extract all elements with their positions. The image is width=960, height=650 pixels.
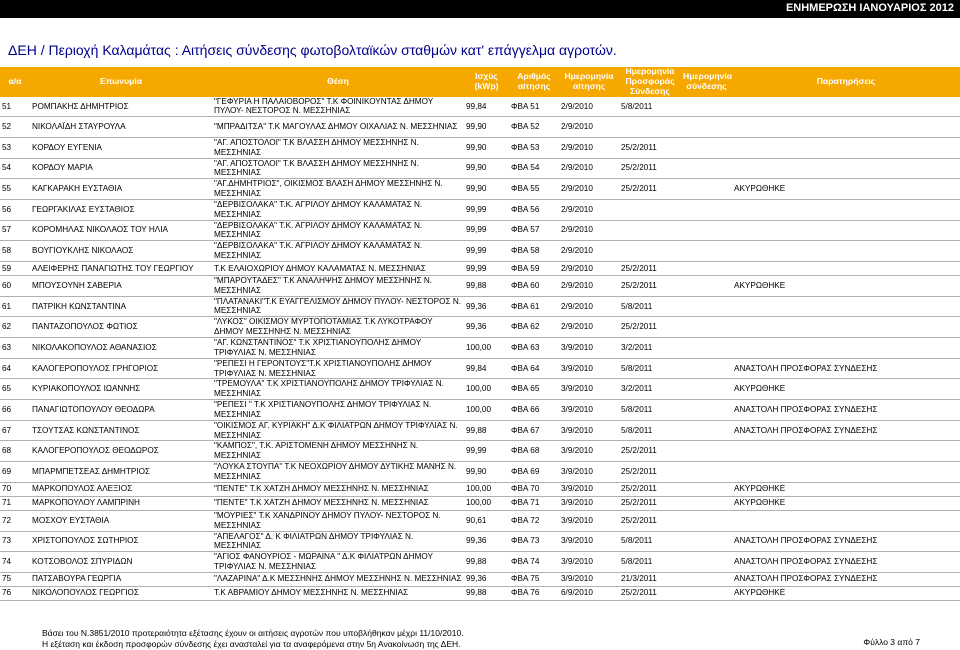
cell-conn-date bbox=[681, 117, 732, 138]
cell-aa: 63 bbox=[2, 342, 12, 352]
col-conn-date[interactable]: Ημερομηνία σύνδεσης bbox=[681, 67, 732, 97]
cell-app-date: 3/9/2010 bbox=[561, 467, 593, 477]
cell-name: ΒΟΥΓΙΟΥΚΛΗΣ ΝΙΚΟΛΑΟΣ bbox=[32, 246, 134, 256]
table-row[interactable] bbox=[0, 117, 960, 138]
cell-app-date: 2/9/2010 bbox=[561, 142, 593, 152]
cell-app-no: ΦΒΑ 58 bbox=[511, 246, 540, 256]
cell-location: "ΟΙΚΙΣΜΟΣ ΑΓ. ΚΥΡΙΑΚΗ" Δ.Κ ΦΙΛΙΑΤΡΩΝ ΔΗΜΟΥ ΤΡΙΦΥΛΙΑΣ Ν. ΜΕΣΣΗΝΙΑΣ bbox=[214, 420, 458, 440]
top-banner bbox=[0, 0, 960, 18]
table-row[interactable] bbox=[0, 552, 960, 573]
cell-aa: 55 bbox=[2, 184, 12, 194]
col-notes[interactable]: Παρατηρήσεις bbox=[732, 67, 960, 97]
cell-name: ΜΠΟΥΣΟΥΝΗ ΣΑΒΕΡΙΑ bbox=[32, 280, 122, 290]
cell-app-date: 3/9/2010 bbox=[561, 425, 593, 435]
table-row[interactable] bbox=[0, 441, 960, 462]
cell-name: ΚΟΡΔΟΥ ΜΑΡΙΑ bbox=[32, 163, 93, 173]
cell-conn-date bbox=[681, 420, 732, 441]
footer-note-2: Η εξέταση και έκδοση προσφορών σύνδεσης έχει ανασταλεί για τα αναφερόμενα στην 5η Ανακοίνωση της ΔΕΗ. bbox=[42, 639, 461, 649]
cell-app-date: 3/9/2010 bbox=[561, 446, 593, 456]
cell-app-date: 2/9/2010 bbox=[561, 101, 593, 111]
cell-power: 100,00 bbox=[466, 484, 492, 494]
cell-offer-date: 25/2/2011 bbox=[621, 515, 657, 525]
cell-power: 99,99 bbox=[466, 446, 487, 456]
cell-power: 99,36 bbox=[466, 322, 487, 332]
cell-conn-date bbox=[681, 496, 732, 510]
cell-notes: ΑΝΑΣΤΟΛΗ ΠΡΟΣΦΟΡΑΣ ΣΥΝΔΕΣΗΣ bbox=[734, 404, 878, 414]
table-row[interactable] bbox=[0, 179, 960, 200]
cell-app-no: ΦΒΑ 54 bbox=[511, 163, 540, 173]
cell-conn-date bbox=[681, 358, 732, 379]
cell-offer-date bbox=[619, 117, 681, 138]
table-header-row bbox=[0, 67, 960, 97]
cell-app-no: ΦΒΑ 63 bbox=[511, 342, 540, 352]
cell-app-date: 2/9/2010 bbox=[561, 322, 593, 332]
cell-aa: 53 bbox=[2, 142, 12, 152]
cell-aa: 75 bbox=[2, 574, 12, 584]
cell-notes: ΑΝΑΣΤΟΛΗ ΠΡΟΣΦΟΡΑΣ ΣΥΝΔΕΣΗΣ bbox=[734, 557, 878, 567]
table-row[interactable] bbox=[0, 137, 960, 158]
cell-app-date: 3/9/2010 bbox=[561, 404, 593, 414]
table-row[interactable] bbox=[0, 586, 960, 600]
cell-offer-date: 25/2/2011 bbox=[621, 263, 657, 273]
cell-conn-date bbox=[681, 275, 732, 296]
cell-name: ΠΑΝΤΑΖΟΠΟΥΛΟΣ ΦΩΤΙΟΣ bbox=[32, 322, 138, 332]
cell-location: Τ.Κ ΕΛΑΙΟΧΩΡΙΟΥ ΔΗΜΟΥ ΚΑΛΑΜΑΤΑΣ Ν. ΜΕΣΣΗΝΙΑΣ bbox=[214, 263, 426, 273]
cell-location: "ΛΑΖΑΡΙΝΑ" Δ.Κ ΜΕΣΣΗΝΗΣ ΔΗΜΟΥ ΜΕΣΣΗΝΗΣ Ν. ΜΕΣΣΗΝΙΑΣ bbox=[214, 574, 462, 584]
cell-app-no: ΦΒΑ 75 bbox=[511, 574, 540, 584]
table-row[interactable] bbox=[0, 338, 960, 359]
cell-app-date: 3/9/2010 bbox=[561, 363, 593, 373]
page-number: Φύλλο 3 από 7 bbox=[863, 637, 920, 647]
cell-location: "ΑΓ. ΚΩΝΣΤΑΝΤΙΝΟΣ" Τ.Κ ΧΡΙΣΤΙΑΝΟΥΠΟΛΗΣ ΔΗΜΟΥ ΤΡΙΦΥΛΙΑΣ Ν. ΜΕΣΣΗΝΙΑΣ bbox=[214, 338, 422, 357]
col-app-date[interactable]: Ημερομηνία αίτησης bbox=[559, 67, 619, 97]
cell-name: ΚΟΤΣΟΒΟΛΟΣ ΣΠΥΡΙΔΩΝ bbox=[32, 557, 133, 567]
cell-power: 100,00 bbox=[466, 404, 492, 414]
page-title: ΔΕΗ / Περιοχή Καλαμάτας : Αιτήσεις σύνδεσης φωτοβολταϊκών σταθμών κατ' επάγγελμα αγροτών. bbox=[8, 42, 617, 58]
col-location[interactable]: Θέση bbox=[212, 67, 464, 97]
cell-app-date: 3/9/2010 bbox=[561, 498, 593, 508]
cell-name: ΚΥΡΙΑΚΟΠΟΥΛΟΣ ΙΩΑΝΝΗΣ bbox=[32, 384, 141, 394]
cell-notes bbox=[732, 137, 960, 158]
cell-app-no: ΦΒΑ 74 bbox=[511, 557, 540, 567]
cell-conn-date bbox=[681, 441, 732, 462]
cell-power: 99,88 bbox=[466, 280, 487, 290]
cell-notes: ΑΝΑΣΤΟΛΗ ΠΡΟΣΦΟΡΑΣ ΣΥΝΔΕΣΗΣ bbox=[734, 574, 878, 584]
cell-app-no: ΦΒΑ 70 bbox=[511, 484, 540, 494]
cell-aa: 71 bbox=[2, 498, 12, 508]
cell-name: ΚΑΓΚΑΡΑΚΗ ΕΥΣΤΑΘΙΑ bbox=[32, 184, 123, 194]
cell-app-no: ΦΒΑ 65 bbox=[511, 384, 540, 394]
cell-power: 99,84 bbox=[466, 101, 487, 111]
cell-power: 99,99 bbox=[466, 246, 487, 256]
cell-app-date: 3/9/2010 bbox=[561, 574, 593, 584]
cell-power: 99,88 bbox=[466, 425, 487, 435]
cell-offer-date: 25/2/2011 bbox=[621, 322, 657, 332]
cell-location: "ΠΛΑΤΑΝΑΚΙ"Τ.Κ ΕΥΑΓΓΕΛΙΣΜΟΥ ΔΗΜΟΥ ΠΥΛΟΥ- ΝΕΣΤΟΡΟΣ Ν. ΜΕΣΣΗΝΙΑΣ bbox=[214, 296, 462, 316]
cell-power: 100,00 bbox=[466, 342, 492, 352]
cell-app-no: ΦΒΑ 52 bbox=[511, 122, 540, 132]
title-bar bbox=[0, 33, 960, 67]
update-label: ΕΝΗΜΕΡΩΣΗ ΙΑΝΟΥΑΡΙΟΣ 2012 bbox=[785, 2, 954, 14]
cell-name: ΑΛΕΙΦΕΡΗΣ ΠΑΝΑΓΙΩΤΗΣ ΤΟΥ ΓΕΩΡΓΙΟΥ bbox=[32, 263, 194, 273]
cell-aa: 57 bbox=[2, 225, 12, 235]
cell-location: "ΑΓ. ΑΠΟΣΤΟΛΟΙ" Τ.Κ ΒΛΑΣΣΗ ΔΗΜΟΥ ΜΕΣΣΗΝΗΣ Ν. ΜΕΣΣΗΝΙΑΣ bbox=[214, 137, 419, 157]
cell-location: "ΓΕΦΥΡΙΑ Η ΠΑΛΑΙΟΒΟΡΟΣ" Τ.Κ ΦΟΙΝΙΚΟΥΝΤΑΣ ΔΗΜΟΥ ΠΥΛΟΥ- ΝΕΣΤΟΡΟΣ Ν. ΜΕΣΣΗΝΙΑΣ bbox=[214, 96, 434, 116]
col-power[interactable]: Ισχύς (kWp) bbox=[464, 67, 509, 97]
cell-power: 99,90 bbox=[466, 467, 487, 477]
cell-conn-date bbox=[681, 137, 732, 158]
cell-app-date: 3/9/2010 bbox=[561, 484, 593, 494]
cell-name: ΝΙΚΟΛΑΚΟΠΟΥΛΟΣ ΑΘΑΝΑΣΙΟΣ bbox=[32, 342, 157, 352]
cell-name: ΚΑΛΟΓΕΡΟΠΟΥΛΟΣ ΘΕΟΔΩΡΟΣ bbox=[32, 446, 159, 456]
cell-app-date: 2/9/2010 bbox=[561, 122, 593, 132]
cell-app-date: 2/9/2010 bbox=[561, 263, 593, 273]
cell-name: ΧΡΙΣΤΟΠΟΥΛΟΣ ΣΩΤΗΡΙΟΣ bbox=[32, 536, 139, 546]
cell-offer-date: 21/3/2011 bbox=[621, 574, 657, 584]
cell-power: 90,61 bbox=[466, 515, 487, 525]
cell-offer-date: 25/2/2011 bbox=[621, 588, 657, 598]
cell-location: "ΠΕΝΤΕ" Τ.Κ ΧΑΤΖΗ ΔΗΜΟΥ ΜΕΣΣΗΝΗΣ Ν. ΜΕΣΣΗΝΙΑΣ bbox=[214, 498, 429, 508]
cell-offer-date: 5/8/2011 bbox=[621, 101, 653, 111]
cell-location: "ΑΓ.ΔΗΜΗΤΡΙΟΣ", ΟΙΚΙΣΜΟΣ ΒΛΑΣΗ ΔΗΜΟΥ ΜΕΣΣΗΝΗΣ Ν. ΜΕΣΣΗΝΙΑΣ bbox=[214, 179, 443, 199]
cell-app-no: ΦΒΑ 57 bbox=[511, 225, 540, 235]
cell-name: ΜΟΣΧΟΥ ΕΥΣΤΑΘΙΑ bbox=[32, 515, 110, 525]
table-row[interactable] bbox=[0, 199, 960, 220]
cell-conn-date bbox=[681, 482, 732, 496]
table-row[interactable] bbox=[0, 275, 960, 296]
cell-offer-date: 5/8/2011 bbox=[621, 301, 653, 311]
cell-notes: ΑΝΑΣΤΟΛΗ ΠΡΟΣΦΟΡΑΣ ΣΥΝΔΕΣΗΣ bbox=[734, 363, 878, 373]
cell-notes bbox=[732, 462, 960, 483]
cell-aa: 70 bbox=[2, 484, 12, 494]
cell-name: ΓΕΩΡΓΑΚΙΛΑΣ ΕΥΣΤΑΘΙΟΣ bbox=[32, 204, 135, 214]
table-row[interactable] bbox=[0, 531, 960, 552]
cell-name: ΠΑΤΡΙΚΗ ΚΩΝΣΤΑΝΤΙΝΑ bbox=[32, 301, 127, 311]
cell-offer-date: 25/2/2011 bbox=[621, 142, 657, 152]
cell-power: 99,36 bbox=[466, 301, 487, 311]
cell-conn-date bbox=[681, 261, 732, 275]
cell-aa: 54 bbox=[2, 163, 12, 173]
cell-location: "ΜΠΡΑΔΙΤΣΑ" Τ.Κ ΜΑΓΟΥΛΑΣ ΔΗΜΟΥ ΟΙΧΑΛΙΑΣ Ν. ΜΕΣΣΗΝΙΑΣ bbox=[214, 122, 458, 132]
table-row[interactable] bbox=[0, 261, 960, 275]
cell-app-no: ΦΒΑ 73 bbox=[511, 536, 540, 546]
cell-location: "ΛΟΥΚΑ ΣΤΟΥΠΑ" Τ.Κ ΝΕΟΧΩΡΙΟΥ ΔΗΜΟΥ ΔΥΤΙΚΗΣ ΜΑΝΗΣ Ν. ΜΕΣΣΗΝΙΑΣ bbox=[214, 462, 457, 481]
cell-location: "ΔΕΡΒΙΣΟΛΑΚΑ" Τ.Κ. ΑΓΡΙΛΟΥ ΔΗΜΟΥ ΚΑΛΑΜΑΤΑΣ Ν. ΜΕΣΣΗΝΙΑΣ bbox=[214, 220, 423, 240]
cell-power: 99,88 bbox=[466, 557, 487, 567]
cell-notes bbox=[732, 441, 960, 462]
cell-notes bbox=[732, 158, 960, 179]
cell-offer-date: 25/2/2011 bbox=[621, 498, 657, 508]
cell-conn-date bbox=[681, 400, 732, 421]
cell-name: ΜΑΡΚΟΠΟΥΛΟΥ ΛΑΜΠΡΙΝΗ bbox=[32, 498, 140, 508]
cell-app-date: 3/9/2010 bbox=[561, 515, 593, 525]
cell-app-no: ΦΒΑ 69 bbox=[511, 467, 540, 477]
cell-app-date: 2/9/2010 bbox=[561, 163, 593, 173]
col-aa[interactable]: α/α bbox=[0, 67, 30, 97]
cell-notes: ΑΝΑΣΤΟΛΗ ΠΡΟΣΦΟΡΑΣ ΣΥΝΔΕΣΗΣ bbox=[734, 425, 878, 435]
cell-location: "ΔΕΡΒΙΣΟΛΑΚΑ" Τ.Κ. ΑΓΡΙΛΟΥ ΔΗΜΟΥ ΚΑΛΑΜΑΤΑΣ Ν. ΜΕΣΣΗΝΙΑΣ bbox=[214, 241, 423, 261]
cell-power: 100,00 bbox=[466, 498, 492, 508]
table-row[interactable] bbox=[0, 400, 960, 421]
cell-location: "ΛΥΚΟΣ" ΟΙΚΙΣΜΟΥ ΜΥΡΤΟΠΟΤΑΜΙΑΣ Τ.Κ ΛΥΚΟΤΡΑΦΟΥ ΔΗΜΟΥ ΜΕΣΣΗΝΗΣ Ν. ΜΕΣΣΗΝΙΑΣ bbox=[214, 317, 433, 337]
cell-notes: ΑΚΥΡΩΘΗΚΕ bbox=[734, 184, 786, 194]
cell-notes bbox=[732, 117, 960, 138]
cell-power: 100,00 bbox=[466, 384, 492, 394]
cell-app-no: ΦΒΑ 76 bbox=[511, 588, 540, 598]
cell-aa: 74 bbox=[2, 557, 12, 567]
cell-location: "ΑΓΙΟΣ ΦΑΝΟΥΡΙΟΣ - ΜΩΡΑΙΝΑ " Δ.Κ ΦΙΛΙΑΤΡΩΝ ΔΗΜΟΥ ΤΡΙΦΥΛΙΑΣ Ν. ΜΕΣΣΗΝΙΑΣ bbox=[214, 552, 433, 572]
cell-notes bbox=[732, 199, 960, 220]
table-row[interactable] bbox=[0, 158, 960, 179]
cell-notes: ΑΚΥΡΩΘΗΚΕ bbox=[734, 384, 786, 394]
cell-conn-date bbox=[681, 199, 732, 220]
footer bbox=[0, 628, 960, 650]
cell-power: 99,36 bbox=[466, 574, 487, 584]
cell-notes bbox=[732, 241, 960, 262]
cell-notes bbox=[732, 97, 960, 117]
cell-name: ΠΑΤΣΑΒΟΥΡΑ ΓΕΩΡΓΙΑ bbox=[32, 574, 122, 584]
cell-location: "ΡΕΠΕΣΙ Η ΓΕΡΟΝΤΟΥΣ"Τ.Κ ΧΡΙΣΤΙΑΝΟΥΠΟΛΗΣ ΔΗΜΟΥ ΤΡΙΦΥΛΙΑΣ Ν. ΜΕΣΣΗΝΙΑΣ bbox=[214, 358, 432, 378]
cell-power: 99,90 bbox=[466, 142, 487, 152]
cell-offer-date: 5/8/2011 bbox=[621, 536, 653, 546]
cell-conn-date bbox=[681, 296, 732, 317]
cell-app-no: ΦΒΑ 61 bbox=[511, 301, 540, 311]
cell-power: 99,90 bbox=[466, 122, 487, 132]
cell-aa: 65 bbox=[2, 384, 12, 394]
cell-app-no: ΦΒΑ 68 bbox=[511, 446, 540, 456]
cell-aa: 51 bbox=[2, 101, 12, 111]
cell-app-no: ΦΒΑ 62 bbox=[511, 322, 540, 332]
cell-offer-date: 25/2/2011 bbox=[621, 280, 657, 290]
cell-name: ΤΣΟΥΤΣΑΣ ΚΩΝΣΤΑΝΤΙΝΟΣ bbox=[32, 425, 140, 435]
cell-power: 99,36 bbox=[466, 536, 487, 546]
cell-location: "ΚΑΜΠΟΣ", Τ.Κ. ΑΡΙΣΤΟΜΕΝΗ ΔΗΜΟΥ ΜΕΣΣΗΝΗΣ Ν. ΜΕΣΣΗΝΙΑΣ bbox=[214, 441, 419, 461]
cell-power: 99,99 bbox=[466, 263, 487, 273]
cell-conn-date bbox=[681, 97, 732, 117]
cell-offer-date bbox=[619, 199, 681, 220]
cell-name: ΜΠΑΡΜΠΕΤΣΕΑΣ ΔΗΜΗΤΡΙΟΣ bbox=[32, 467, 150, 477]
cell-conn-date bbox=[681, 572, 732, 586]
cell-notes: ΑΚΥΡΩΘΗΚΕ bbox=[734, 280, 786, 290]
table-row[interactable] bbox=[0, 379, 960, 400]
cell-conn-date bbox=[681, 586, 732, 600]
cell-location: Τ.Κ ΑΒΡΑΜΙΟΥ ΔΗΜΟΥ ΜΕΣΣΗΝΗΣ Ν. ΜΕΣΣΗΝΙΑΣ bbox=[214, 588, 409, 598]
cell-location: "ΤΡΕΜΟΥΛΑ" Τ.Κ ΧΡΙΣΤΙΑΝΟΥΠΟΛΗΣ ΔΗΜΟΥ ΤΡΙΦΥΛΙΑΣ Ν. ΜΕΣΣΗΝΙΑΣ bbox=[214, 379, 444, 399]
cell-app-no: ΦΒΑ 67 bbox=[511, 425, 540, 435]
cell-aa: 56 bbox=[2, 204, 12, 214]
cell-app-no: ΦΒΑ 55 bbox=[511, 184, 540, 194]
cell-name: ΝΙΚΟΛΟΠΟΥΛΟΣ ΓΕΩΡΓΙΟΣ bbox=[32, 588, 139, 598]
cell-aa: 59 bbox=[2, 263, 12, 273]
cell-notes bbox=[732, 220, 960, 241]
cell-offer-date: 25/2/2011 bbox=[621, 467, 657, 477]
cell-offer-date: 5/8/2011 bbox=[621, 425, 653, 435]
cell-location: "ΔΕΡΒΙΣΟΛΑΚΑ" Τ.Κ. ΑΓΡΙΛΟΥ ΔΗΜΟΥ ΚΑΛΑΜΑΤΑΣ Ν. ΜΕΣΣΗΝΙΑΣ bbox=[214, 199, 423, 219]
cell-aa: 72 bbox=[2, 515, 12, 525]
cell-location: "ΑΓ. ΑΠΟΣΤΟΛΟΙ" Τ.Κ ΒΛΑΣΣΗ ΔΗΜΟΥ ΜΕΣΣΗΝΗΣ Ν. ΜΕΣΣΗΝΙΑΣ bbox=[214, 158, 419, 178]
cell-aa: 61 bbox=[2, 301, 12, 311]
cell-offer-date: 5/8/2011 bbox=[621, 404, 653, 414]
table-row[interactable] bbox=[0, 420, 960, 441]
cell-app-date: 2/9/2010 bbox=[561, 246, 593, 256]
cell-app-date: 3/9/2010 bbox=[561, 536, 593, 546]
cell-offer-date bbox=[619, 241, 681, 262]
cell-app-no: ΦΒΑ 66 bbox=[511, 404, 540, 414]
table-row[interactable] bbox=[0, 482, 960, 496]
table-row[interactable] bbox=[0, 510, 960, 531]
cell-app-date: 2/9/2010 bbox=[561, 280, 593, 290]
applications-table bbox=[0, 67, 960, 601]
cell-app-no: ΦΒΑ 72 bbox=[511, 515, 540, 525]
cell-app-date: 6/9/2010 bbox=[561, 588, 593, 598]
cell-conn-date bbox=[681, 158, 732, 179]
cell-offer-date: 25/2/2011 bbox=[621, 184, 657, 194]
cell-name: ΚΑΛΟΓΕΡΟΠΟΥΛΟΣ ΓΡΗΓΟΡΙΟΣ bbox=[32, 363, 159, 373]
cell-app-no: ΦΒΑ 59 bbox=[511, 263, 540, 273]
cell-notes: ΑΚΥΡΩΘΗΚΕ bbox=[734, 484, 786, 494]
cell-app-date: 3/9/2010 bbox=[561, 384, 593, 394]
cell-notes bbox=[732, 510, 960, 531]
cell-aa: 58 bbox=[2, 246, 12, 256]
cell-power: 99,99 bbox=[466, 204, 487, 214]
cell-aa: 69 bbox=[2, 467, 12, 477]
cell-offer-date: 25/2/2011 bbox=[621, 484, 657, 494]
cell-conn-date bbox=[681, 241, 732, 262]
cell-aa: 64 bbox=[2, 363, 12, 373]
cell-offer-date: 3/2/2011 bbox=[621, 342, 653, 352]
cell-notes: ΑΚΥΡΩΘΗΚΕ bbox=[734, 588, 786, 598]
cell-conn-date bbox=[681, 317, 732, 338]
cell-offer-date: 25/2/2011 bbox=[621, 163, 657, 173]
cell-app-no: ΦΒΑ 60 bbox=[511, 280, 540, 290]
cell-name: ΠΑΝΑΓΙΩΤΟΠΟΥΛΟΥ ΘΕΟΔΩΡΑ bbox=[32, 404, 155, 414]
cell-aa: 62 bbox=[2, 322, 12, 332]
cell-conn-date bbox=[681, 510, 732, 531]
cell-aa: 76 bbox=[2, 588, 12, 598]
cell-aa: 67 bbox=[2, 425, 12, 435]
table-row[interactable] bbox=[0, 97, 960, 117]
cell-aa: 68 bbox=[2, 446, 12, 456]
cell-notes: ΑΝΑΣΤΟΛΗ ΠΡΟΣΦΟΡΑΣ ΣΥΝΔΕΣΗΣ bbox=[734, 536, 878, 546]
cell-app-no: ΦΒΑ 56 bbox=[511, 204, 540, 214]
cell-location: "ΑΠΕΛΑΓΟΣ" Δ. Κ ΦΙΛΙΑΤΡΩΝ ΔΗΜΟΥ ΤΡΙΦΥΛΙΑΣ Ν. ΜΕΣΣΗΝΙΑΣ bbox=[214, 531, 414, 551]
cell-app-date: 3/9/2010 bbox=[561, 342, 593, 352]
cell-name: ΝΙΚΟΛΑΪΔΗ ΣΤΑΥΡΟΥΛΑ bbox=[32, 122, 126, 132]
table-row[interactable] bbox=[0, 572, 960, 586]
cell-app-no: ΦΒΑ 51 bbox=[511, 101, 540, 111]
cell-name: ΚΟΡΟΜΗΛΑΣ ΝΙΚΟΛΑΟΣ ΤΟΥ ΗΛΙΑ bbox=[32, 225, 168, 235]
cell-notes bbox=[732, 317, 960, 338]
cell-conn-date bbox=[681, 531, 732, 552]
cell-notes: ΑΚΥΡΩΘΗΚΕ bbox=[734, 498, 786, 508]
cell-offer-date bbox=[619, 220, 681, 241]
table-row[interactable] bbox=[0, 496, 960, 510]
cell-power: 99,90 bbox=[466, 163, 487, 173]
footer-note-1: Βάσει του Ν.3851/2010 προτεραιότητα εξέτασης έχουν οι αιτήσεις αγροτών που υποβλήθηκαν μέχρι 11/10/2010. bbox=[42, 628, 464, 638]
table-row[interactable] bbox=[0, 462, 960, 483]
cell-power: 99,84 bbox=[466, 363, 487, 373]
cell-app-date: 3/9/2010 bbox=[561, 557, 593, 567]
cell-app-no: ΦΒΑ 64 bbox=[511, 363, 540, 373]
cell-offer-date: 3/2/2011 bbox=[621, 384, 653, 394]
cell-offer-date: 5/8/2011 bbox=[621, 363, 653, 373]
cell-app-no: ΦΒΑ 53 bbox=[511, 142, 540, 152]
cell-notes bbox=[732, 261, 960, 275]
table-row[interactable] bbox=[0, 296, 960, 317]
table-row[interactable] bbox=[0, 317, 960, 338]
cell-notes bbox=[732, 296, 960, 317]
cell-location: "ΜΟΥΡΙΕΣ" Τ.Κ ΧΑΝΔΡΙΝΟΥ ΔΗΜΟΥ ΠΥΛΟΥ- ΝΕΣΤΟΡΟΣ Ν. ΜΕΣΣΗΝΙΑΣ bbox=[214, 510, 441, 530]
cell-aa: 52 bbox=[2, 122, 12, 132]
table-row[interactable] bbox=[0, 358, 960, 379]
cell-location: "ΠΕΝΤΕ" Τ.Κ ΧΑΤΖΗ ΔΗΜΟΥ ΜΕΣΣΗΝΗΣ Ν. ΜΕΣΣΗΝΙΑΣ bbox=[214, 484, 429, 494]
cell-aa: 66 bbox=[2, 404, 12, 414]
cell-app-date: 2/9/2010 bbox=[561, 225, 593, 235]
cell-power: 99,99 bbox=[466, 225, 487, 235]
cell-aa: 60 bbox=[2, 280, 12, 290]
cell-app-no: ΦΒΑ 71 bbox=[511, 498, 540, 508]
cell-location: "ΜΠΑΡΟΥΤΑΔΕΣ" Τ.Κ ΑΝΑΛΗΨΗΣ ΔΗΜΟΥ ΜΕΣΣΗΝΗΣ Ν. ΜΕΣΣΗΝΙΑΣ bbox=[214, 275, 433, 295]
cell-conn-date bbox=[681, 552, 732, 573]
cell-location: "ΡΕΠΕΣΙ " Τ.Κ ΧΡΙΣΤΙΑΝΟΥΠΟΛΗΣ ΔΗΜΟΥ ΤΡΙΦΥΛΙΑΣ Ν. ΜΕΣΣΗΝΙΑΣ bbox=[214, 400, 432, 419]
cell-notes bbox=[732, 338, 960, 359]
col-name[interactable]: Επωνυμία bbox=[30, 67, 212, 97]
cell-app-date: 2/9/2010 bbox=[561, 184, 593, 194]
cell-app-date: 2/9/2010 bbox=[561, 301, 593, 311]
cell-offer-date: 25/2/2011 bbox=[621, 446, 657, 456]
cell-conn-date bbox=[681, 379, 732, 400]
cell-conn-date bbox=[681, 462, 732, 483]
cell-power: 99,90 bbox=[466, 184, 487, 194]
cell-name: ΚΟΡΔΟΥ ΕΥΓΕΝΙΑ bbox=[32, 142, 102, 152]
table-row[interactable] bbox=[0, 220, 960, 241]
cell-conn-date bbox=[681, 220, 732, 241]
cell-conn-date bbox=[681, 338, 732, 359]
col-app-no[interactable]: Αριθμός αίτησης bbox=[509, 67, 559, 97]
cell-name: ΡΟΜΠΑΚΗΣ ΔΗΜΗΤΡΙΟΣ bbox=[32, 101, 129, 111]
cell-conn-date bbox=[681, 179, 732, 200]
cell-aa: 73 bbox=[2, 536, 12, 546]
col-offer-date[interactable]: Ημερομηνία Προσφοράς Σύνδεσης bbox=[619, 67, 681, 97]
cell-app-date: 2/9/2010 bbox=[561, 204, 593, 214]
cell-offer-date: 5/8/2011 bbox=[621, 557, 653, 567]
table-row[interactable] bbox=[0, 241, 960, 262]
cell-name: ΜΑΡΚΟΠΟΥΛΟΣ ΑΛΕΞΙΟΣ bbox=[32, 484, 133, 494]
cell-power: 99,88 bbox=[466, 588, 487, 598]
